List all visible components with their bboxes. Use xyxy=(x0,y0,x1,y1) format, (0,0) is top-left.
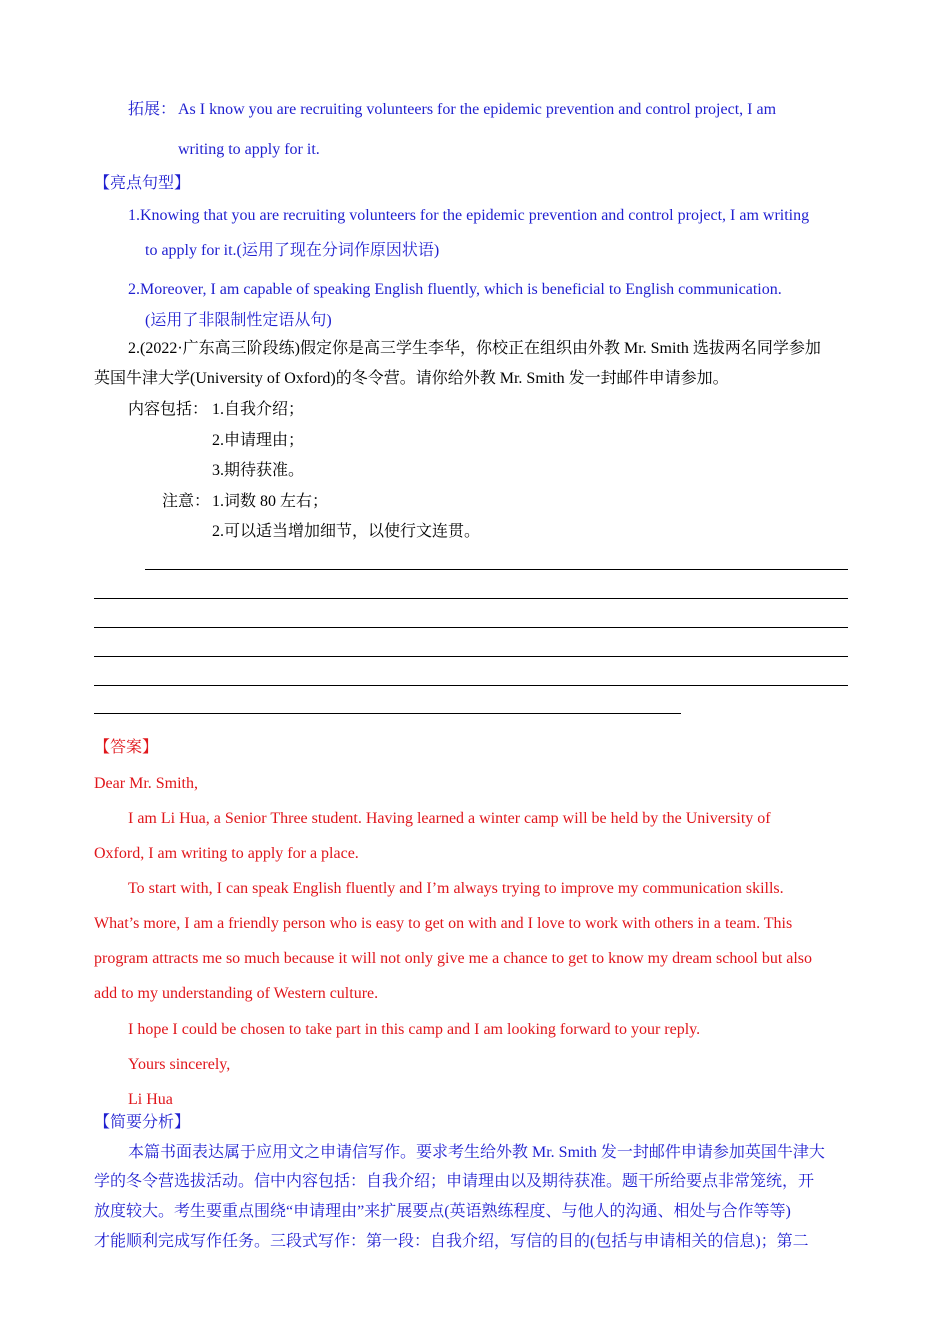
content-item-3: 3.期待获准。 xyxy=(212,462,305,479)
answer-signature: Li Hua xyxy=(128,1091,173,1108)
writing-line-3 xyxy=(94,627,848,628)
highlight-sentence-1: 1.Knowing that you are recruiting volunteers for the epidemic prevention and control project, I am writing xyxy=(128,207,810,224)
writing-line-5 xyxy=(94,685,848,686)
note-item-1: 1.词数 80 左右； xyxy=(212,493,329,510)
answer-p3-line-1: I hope I could be chosen to take part in this camp and I am looking forward to your reply. xyxy=(128,1021,701,1038)
content-item-1: 1.自我介绍； xyxy=(212,401,305,418)
answer-closing: Yours sincerely, xyxy=(128,1056,231,1073)
answer-p2-line-2: What’s more, I am a friendly person who is easy to get on with and I love to work with others in a team. This xyxy=(94,915,793,932)
task-prompt-line-2: 英国牛津大学(University of Oxford)的冬令营。请你给外教 Mr. Smith 发一封邮件申请参加。 xyxy=(94,370,729,387)
analysis-line-3: 放度较大。考生要重点围绕“申请理由”来扩展要点(英语熟练程度、与他人的沟通、相处与合作等等) xyxy=(94,1203,791,1220)
task-prompt-line-1: 2.(2022·广东高三阶段练)假定你是高三学生李华，你校正在组织由外教 Mr. Smith 选拔两名同学参加 xyxy=(128,340,821,357)
answer-p2-line-3: program attracts me so much because it will not only give me a chance to get to know my dream school but also xyxy=(94,950,813,967)
writing-line-6 xyxy=(94,713,681,714)
extension-line-2: writing to apply for it. xyxy=(178,141,320,158)
answer-p2-line-4: add to my understanding of Western culture. xyxy=(94,985,379,1002)
highlights-heading: 【亮点句型】 xyxy=(94,175,191,192)
answer-heading: 【答案】 xyxy=(94,739,159,756)
analysis-heading: 【简要分析】 xyxy=(94,1114,191,1131)
writing-line-4 xyxy=(94,656,848,657)
note-label: 注意： xyxy=(162,493,211,510)
extension-line-1: As I know you are recruiting volunteers for the epidemic prevention and control project, I am xyxy=(178,101,777,118)
highlight-sentence-2: 2.Moreover, I am capable of speaking English fluently, which is beneficial to English communication. xyxy=(128,281,782,298)
answer-p1-line-2: Oxford, I am writing to apply for a place. xyxy=(94,845,359,862)
answer-p1-line-1: I am Li Hua, a Senior Three student. Having learned a winter camp will be held by the University of xyxy=(128,810,771,827)
answer-salutation: Dear Mr. Smith, xyxy=(94,775,198,792)
answer-p2-line-1: To start with, I can speak English fluently and I’m always trying to improve my communication skills. xyxy=(128,880,784,897)
note-item-2: 2.可以适当增加细节，以使行文连贯。 xyxy=(212,523,481,540)
analysis-line-2: 学的冬令营选拔活动。信中内容包括：自我介绍；申请理由以及期待获准。题干所给要点非常笼统，开 xyxy=(94,1173,815,1190)
content-item-2: 2.申请理由； xyxy=(212,432,305,449)
highlight-sentence-1-cont: to apply for it.(运用了现在分词作原因状语) xyxy=(145,242,440,259)
content-label: 内容包括： xyxy=(128,401,209,418)
highlight-sentence-2-cont: (运用了非限制性定语从句) xyxy=(145,312,332,329)
writing-line-1 xyxy=(145,569,848,570)
analysis-line-4: 才能顺利完成写作任务。三段式写作：第一段：自我介绍，写信的目的(包括与申请相关的信息)；第二 xyxy=(94,1233,809,1250)
analysis-line-1: 本篇书面表达属于应用文之申请信写作。要求考生给外教 Mr. Smith 发一封邮件申请参加英国牛津大 xyxy=(128,1144,825,1161)
extension-label: 拓展： xyxy=(128,101,177,118)
writing-line-2 xyxy=(94,598,848,599)
